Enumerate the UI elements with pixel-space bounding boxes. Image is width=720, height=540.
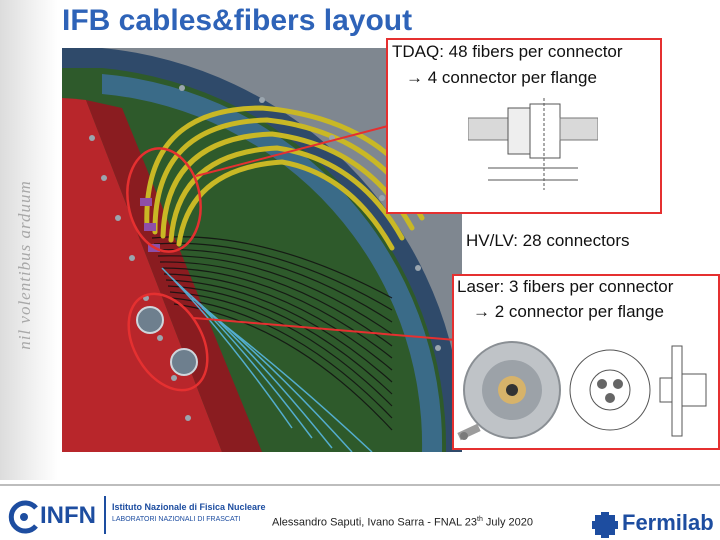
- infn-logo: [6, 496, 266, 536]
- footer-author: [272, 516, 533, 529]
- motto-watermark: nil volentibus arduum: [15, 180, 34, 350]
- author-sup: th: [477, 516, 483, 523]
- tdaq-connector-drawing: [468, 98, 598, 198]
- slide-title: IFB cables&fibers layout: [62, 4, 413, 37]
- laser-connector-drawings: [460, 336, 710, 444]
- infn-line2: LABORATORI NAZIONALI DI FRASCATI: [112, 516, 241, 523]
- fermilab-icon: [592, 512, 618, 538]
- tdaq-caption-line1: TDAQ: 48 fibers per connector: [392, 42, 623, 61]
- infn-swirl-icon: [6, 500, 42, 534]
- author-text: Alessandro Saputi, Ivano Sarra - FNAL 23: [272, 516, 478, 529]
- small-connector-photo: [456, 420, 486, 444]
- fermilab-wordmark: Fermilab: [622, 510, 714, 535]
- laser-caption-line1: Laser: 3 fibers per connector: [457, 277, 674, 296]
- infn-divider: [104, 496, 106, 534]
- footer-divider: [0, 484, 720, 486]
- tdaq-callout-box: [386, 38, 662, 214]
- laser-connector-2: [171, 349, 197, 375]
- author-tail: July 2020: [482, 516, 534, 529]
- tdaq-caption-line2: → 4 connector per flange: [406, 68, 597, 87]
- infn-line1: Istituto Nazionale di Fisica Nucleare: [112, 502, 266, 512]
- infn-wordmark: INFN: [40, 502, 96, 529]
- hvlv-caption: HV/LV: 28 connectors: [466, 231, 630, 250]
- laser-caption-line2: → 2 connector per flange: [473, 302, 664, 321]
- laser-connector-1: [137, 307, 163, 333]
